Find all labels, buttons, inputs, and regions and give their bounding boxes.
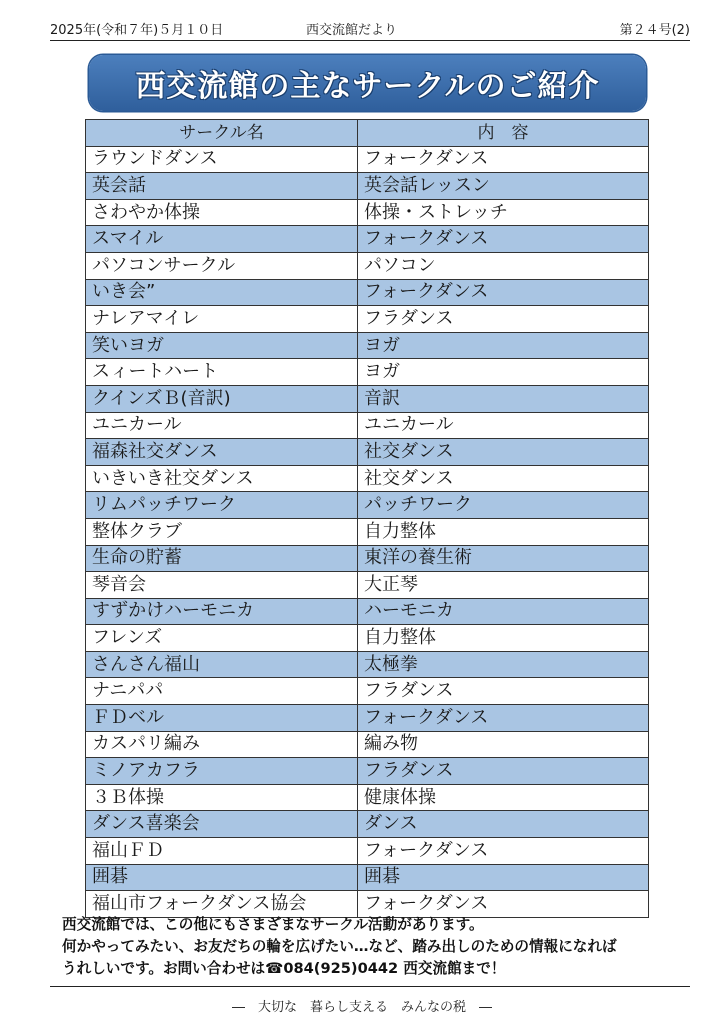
circle-name-cell: ミノアカフラ [86, 758, 358, 785]
circle-name-cell: ３Ｂ体操 [86, 784, 358, 811]
circle-content-cell: ヨガ [358, 332, 649, 359]
circle-name-cell: ナレアマイレ [86, 306, 358, 333]
circle-content-cell: フォークダンス [358, 705, 649, 732]
circle-name-cell: スィートハート [86, 359, 358, 386]
circle-name-cell: リムパッチワーク [86, 492, 358, 519]
circle-content-cell: 社交ダンス [358, 439, 649, 466]
issue-number: 第２４号(2) [619, 23, 690, 38]
circle-name-cell: ナニパパ [86, 678, 358, 705]
circle-name-cell: さんさん福山 [86, 651, 358, 678]
circle-content-cell: 英会話レッスン [358, 173, 649, 200]
info-note [62, 914, 682, 980]
circle-content-cell: 編み物 [358, 731, 649, 758]
table-row [86, 385, 649, 412]
table-row [86, 332, 649, 359]
circle-content-cell: フォークダンス [358, 891, 649, 918]
table-row [86, 199, 649, 226]
circle-name-cell: ダンス喜楽会 [86, 811, 358, 838]
table-row [86, 146, 649, 173]
circle-content-cell: フォークダンス [358, 838, 649, 865]
table-row [86, 731, 649, 758]
circle-name-cell: 整体クラブ [86, 518, 358, 545]
circle-content-cell: フォークダンス [358, 226, 649, 253]
page-title: 西交流館の主なサークルのご紹介 [135, 69, 600, 104]
circle-content-cell: 社交ダンス [358, 465, 649, 492]
circle-name-cell: さわやか体操 [86, 199, 358, 226]
table-row [86, 279, 649, 306]
table-row [86, 173, 649, 200]
table-row [86, 598, 649, 625]
circle-content-cell: 音訳 [358, 385, 649, 412]
circle-name-cell: カスパリ編み [86, 731, 358, 758]
circle-name-cell: パソコンサークル [86, 252, 358, 279]
table-row [86, 651, 649, 678]
note-line: 何かやってみたい、お友だちの輪を広げたい…など、踏み出しのための情報になれば [62, 938, 617, 955]
circle-content-cell: ユニカール [358, 412, 649, 439]
table-row [86, 784, 649, 811]
circle-name-cell: 福山ＦＤ [86, 838, 358, 865]
circle-name-cell: 囲碁 [86, 864, 358, 891]
page-header [50, 22, 690, 40]
table-row [86, 412, 649, 439]
table-row [86, 811, 649, 838]
circle-content-cell: 東洋の養生術 [358, 545, 649, 572]
circle-content-cell: パッチワーク [358, 492, 649, 519]
circle-name-cell: 福森社交ダンス [86, 439, 358, 466]
table-row [86, 678, 649, 705]
title-banner [89, 55, 646, 111]
circle-content-cell: パソコン [358, 252, 649, 279]
circle-content-cell: 太極拳 [358, 651, 649, 678]
table-body [86, 146, 649, 917]
note-line: うれしいです。お問い合わせは☎084(925)0442 西交流館まで！ [62, 960, 506, 977]
table-row [86, 359, 649, 386]
circle-content-cell: フラダンス [358, 306, 649, 333]
table-row [86, 306, 649, 333]
circle-name-cell: 琴音会 [86, 572, 358, 599]
table-row [86, 838, 649, 865]
circle-name-cell: 福山市フォークダンス協会 [86, 891, 358, 918]
table-row [86, 545, 649, 572]
table-row [86, 226, 649, 253]
issue-date: 2025年(令和７年)５月１０日 [50, 23, 224, 38]
circle-content-cell: フォークダンス [358, 279, 649, 306]
circle-name-cell: 笑いヨガ [86, 332, 358, 359]
circle-name-cell: ユニカール [86, 412, 358, 439]
table-row [86, 252, 649, 279]
table-row [86, 758, 649, 785]
circle-table [85, 119, 649, 918]
circle-name-cell: スマイル [86, 226, 358, 253]
circle-content-cell: 体操・ストレッチ [358, 199, 649, 226]
table-header-row [86, 120, 649, 147]
table-row [86, 465, 649, 492]
table-row [86, 518, 649, 545]
column-header-name: サークル名 [86, 120, 358, 147]
circle-name-cell: クインズＢ(音訳) [86, 385, 358, 412]
table-row [86, 705, 649, 732]
circle-content-cell: フォークダンス [358, 146, 649, 173]
table-row [86, 572, 649, 599]
table-row [86, 625, 649, 652]
circle-name-cell: 生命の貯蓄 [86, 545, 358, 572]
footer-divider [50, 986, 690, 987]
circle-content-cell: 自力整体 [358, 518, 649, 545]
footer-slogan: ― 大切な 暮らし支える みんなの税 ― [231, 1000, 492, 1015]
header-divider [50, 40, 690, 41]
circle-content-cell: ダンス [358, 811, 649, 838]
table-row [86, 864, 649, 891]
circle-name-cell: ＦＤベル [86, 705, 358, 732]
circle-content-cell: フラダンス [358, 678, 649, 705]
circle-content-cell: 健康体操 [358, 784, 649, 811]
table-row [86, 439, 649, 466]
circle-name-cell: いき会” [86, 279, 358, 306]
circle-content-cell: 囲碁 [358, 864, 649, 891]
column-header-content: 内 容 [358, 120, 649, 147]
circle-name-cell: ラウンドダンス [86, 146, 358, 173]
circle-content-cell: ヨガ [358, 359, 649, 386]
table-row [86, 492, 649, 519]
circle-name-cell: いきいき社交ダンス [86, 465, 358, 492]
note-line: 西交流館では、この他にもさまざまなサークル活動があります。 [62, 916, 484, 933]
newsletter-name: 西交流館だより [306, 23, 398, 38]
circle-content-cell: ハーモニカ [358, 598, 649, 625]
circle-content-cell: フラダンス [358, 758, 649, 785]
circle-name-cell: 英会話 [86, 173, 358, 200]
circle-content-cell: 自力整体 [358, 625, 649, 652]
circle-content-cell: 大正琴 [358, 572, 649, 599]
circle-name-cell: すずかけハーモニカ [86, 598, 358, 625]
circle-name-cell: フレンズ [86, 625, 358, 652]
